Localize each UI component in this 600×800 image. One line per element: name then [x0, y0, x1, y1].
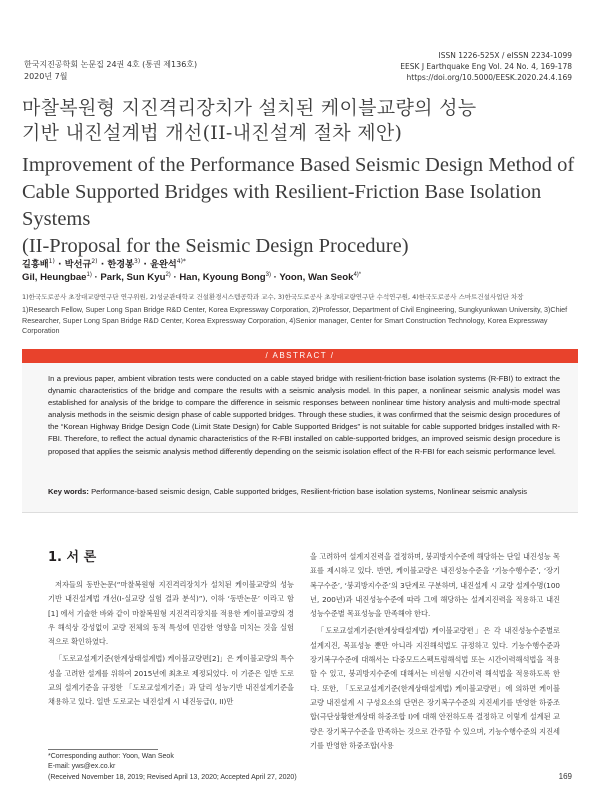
author-name: 윤완석: [150, 259, 177, 270]
author-sup: 4)*: [176, 258, 186, 265]
corresponding-email[interactable]: E-mail: yws@ex.co.kr: [48, 763, 116, 771]
author-separator: ·: [97, 259, 108, 270]
author-sup: 1): [86, 272, 92, 278]
title-english: [22, 152, 582, 260]
journal-header-left: [24, 59, 197, 83]
affiliations-english: 1)Research Fellow, Super Long Span Bridge R&D Center, Korea Expressway Corporation, 2)Professor, Department of Civil Engineering, Sungkyunkwan University, 3)Chief Researcher, Super Long Span Bridge R&D Center, Korea Expressway Corporation, 4)Senior manager, Center for Smart Construction Technology, Korea Expressway Corporation: [22, 305, 568, 335]
section-heading-introduction: 1. 서 론: [48, 550, 97, 565]
journal-name-ko: 한국지진공학회 논문집 24권 4호 (통권 제136호): [24, 60, 198, 69]
abstract-heading-bar: / ABSTRACT /: [22, 349, 578, 363]
keywords-list: Performance-based seismic design, Cable supported bridges, Resilient-friction base isolation systems, Nonlinear seismic analysis: [91, 487, 528, 496]
title-ko-line1: 마찰복원형 지진격리장치가 설치된 케이블교량의 성능: [22, 97, 477, 119]
affiliations-korean: 1)한국도로공사 초장대교량연구단 연구위원, 2)성균관대학교 건설환경시스템공학과 교수, 3)한국도로공사 초장대교량연구단 수석연구원, 4)한국도로공사 스마트건설사업단 차장: [22, 293, 524, 301]
author-name: Gil, Heungbae: [22, 272, 87, 283]
footnote-divider: [48, 749, 158, 750]
authors-english: [22, 272, 361, 283]
title-en-line3: (II-Proposal for the Seismic Design Procedure): [22, 235, 409, 257]
body-paragraph: 「도로교설계기준(한계상태설계법) 케이블교량편」은 각 내진성능수준별로 설계지진, 목표성능 뿐만 아니라 지진해석법도 규정하고 있다. 기능수행수준과 장기복구수준에 대해서는 다중모드스펙트럼해석법 또는 시간이력해석법을 적용할 수 있고, 붕괴방지수준에 대해서는 비선형 시간이력 해석법을 적용하도록 한다. 또한, 「도로교설계기준(한계상태설계법) 케이블교량편」에 의하면 케이블교량 내진설계 시 구성요소의 단면은 장기복구수준의 지진세기를 반영한 하중조합(극단상황한계상태 하중조합 I)에 대해 안전하도록 결정하고 이렇게 설계된 교량은 장기복구수준을 만족하는 것으로 간주할 수 있으며, 기능수행수준의 지진세기를 반영한 하중조합(사용: [310, 626, 560, 750]
title-en-line1: Improvement of the Performance Based Seismic Design Method of: [22, 154, 575, 176]
journal-header-right: [400, 50, 572, 83]
journal-name-en: EESK J Earthquake Eng Vol. 24 No. 4, 169-178: [400, 62, 572, 71]
author-sup: 3): [134, 258, 141, 265]
title-ko-line2: 기반 내진설계법 개선(II-내진설계 절차 제안): [22, 122, 403, 144]
author-separator: ·: [170, 272, 180, 283]
author-sup: 1): [48, 258, 55, 265]
body-column-left: [48, 578, 294, 713]
footnote: [48, 752, 298, 783]
author-name: Yoon, Wan Seok: [279, 272, 354, 283]
received-dates: (Received November 18, 2019; Revised April 13, 2020; Accepted April 27, 2020): [48, 773, 297, 781]
author-name: 한경봉: [107, 259, 135, 270]
abstract-text: In a previous paper, ambient vibration tests were conducted on a cable stayed bridge with resilient-friction base isolation systems (R-FBI) to extract the dynamic characteristics of the bridge and compare the results with a seismic analysis model. In this paper, a nonlinear seismic analysis model was established for analysis of the bridge to compare the difference in seismic responses between nonlinear time history analysis and multi-mode spectral analysis methods in the seismic design phase of cable supported bridges. Through these studies, it was confirmed that the seismic design procedures of the “Korean Highway Bridge Design Code (Limit State Design) for Cable Supported Bridges” is not suitable for cable supported bridges installed with R-FBI. Therefore, to reflect the actual dynamic characteristics of the R-FBI installed on cable-supported bridges, an improved seismic design procedure is proposed that applies the seismic analysis method differently depending on the seismic isolation effect of the R-FBI for each seismic performance level.: [48, 374, 560, 456]
author-name: 박선규: [64, 259, 92, 270]
title-en-line2: Cable Supported Bridges with Resilient-Friction Base Isolation Systems: [22, 181, 542, 230]
author-sup: 4)*: [353, 272, 362, 278]
author-sup: 2): [91, 258, 98, 265]
keywords-label: Key words:: [48, 487, 89, 496]
corresponding-author: *Corresponding author: Yoon, Wan Seok: [48, 753, 174, 760]
author-name: Park, Sun Kyu: [100, 272, 166, 283]
doi-link[interactable]: https://doi.org/10.5000/EESK.2020.24.4.169: [406, 73, 572, 82]
body-paragraph: 「도로교설계기준(한계상태설계법) 케이블교량편[2]」은 케이블교량의 특수성을 고려한 설계를 위하여 2015년에 최초로 제정되었다. 이 기준은 일반 도로교의 설계기준을 규정한 「도로교설계기준」과 달리 성능기반 내진설계기준을 채용하고 있다. 일반 도로교는 내진설계 시 내진등급(I, II)만: [48, 654, 294, 707]
author-name: Han, Kyoung Bong: [179, 272, 266, 283]
page-number: 169: [558, 772, 572, 781]
body-paragraph: 을 고려하여 설계지진력을 결정하며, 붕괴방지수준에 해당하는 단일 내진성능 목표를 제시하고 있다. 반면, 케이블교량은 내진성능수준을 ‘기능수행수준’, ‘장기복구수준’, ‘붕괴방지수준’의 3단계로 구분하며, 내진설계 시 교량 설계수명(100년, 200년)과 내진성능수준에 따라 그에 해당하는 설계지진력을 적용하고 내진성능수준별 목표성능을 만족해야 한다.: [310, 552, 560, 619]
publication-date: 2020년 7월: [24, 72, 68, 81]
author-separator: ·: [91, 272, 101, 283]
keywords: [48, 486, 560, 497]
author-separator: ·: [140, 259, 151, 270]
title-korean: [22, 96, 582, 146]
author-sup: 2): [165, 272, 171, 278]
issn: ISSN 1226-525X / eISSN 2234-1099: [438, 51, 572, 60]
body-column-right: [310, 550, 560, 756]
author-name: 길흥배: [22, 259, 49, 270]
author-separator: ·: [271, 272, 280, 283]
author-sup: 3): [265, 272, 271, 278]
author-separator: ·: [54, 259, 65, 270]
authors-korean: [22, 256, 186, 270]
body-paragraph: 저자들의 동반논문(“마찰복원형 지진격리장치가 설치된 케이블교량의 성능기반 내진설계법 개선(I-실교량 실험 결과 분석)”), 이하 ‘동반논문’ 이라고 함[1] 에서 기술한 바와 같이 마찰복원형 지진격리장치를 적용한 케이블교량의 경우 해석상 강성없이 교량 전체의 동적 특성에 민감한 영향을 미치는 것을 실험적으로 확인하였다.: [48, 580, 294, 647]
